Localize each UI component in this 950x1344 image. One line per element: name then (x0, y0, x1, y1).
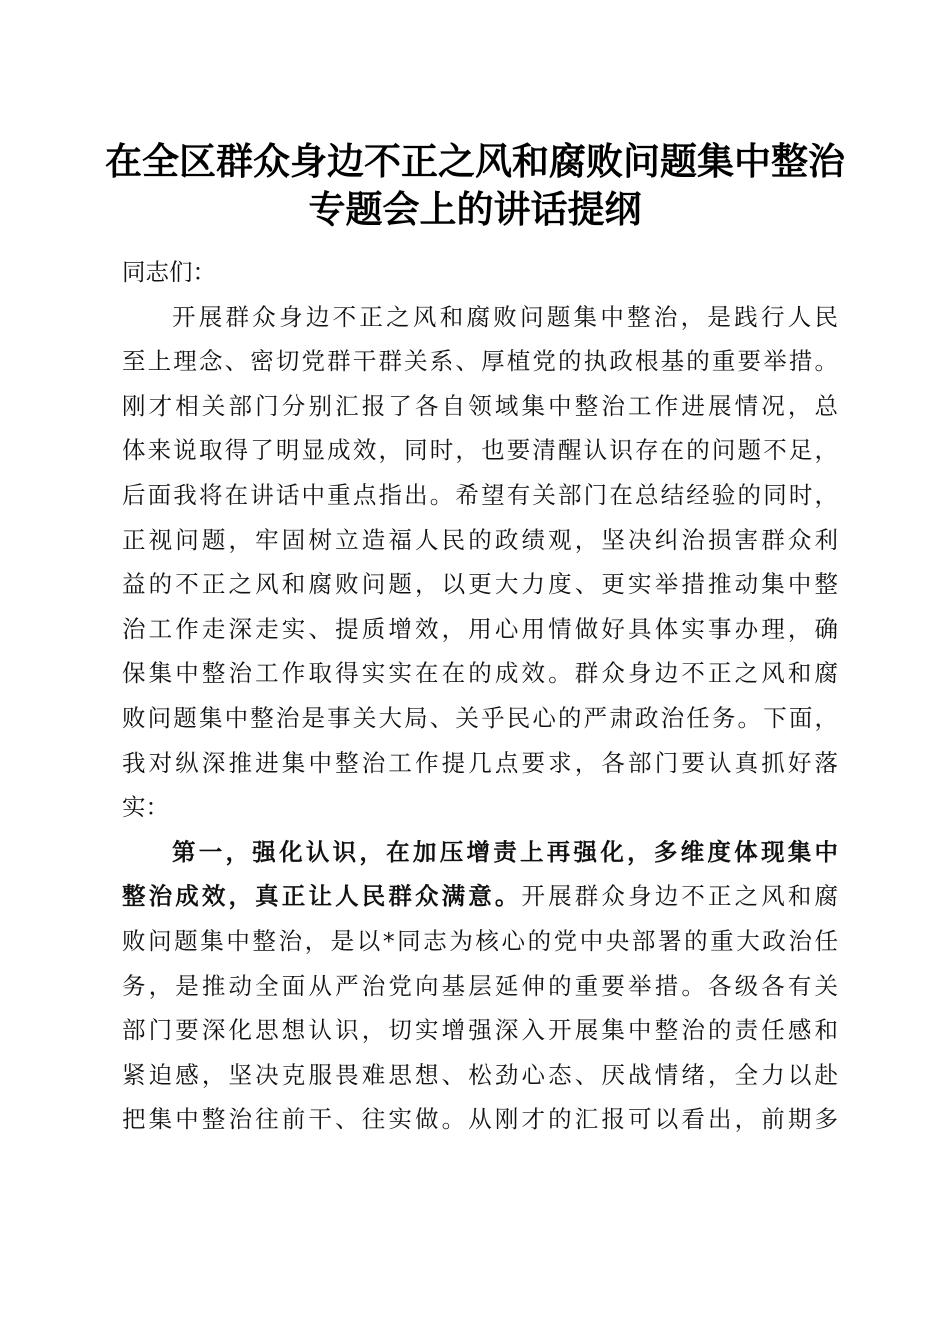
paragraph-1-line: 治工作走深走实、提质增效，用心用情做好具体实事办理，确 (122, 614, 838, 643)
title-line-1: 在全区群众身边不正之风和腐败问题集中整治 (105, 139, 845, 183)
paragraph-2-line: 务，是推动全面从严治党向基层延伸的重要举措。各级各有关 (122, 971, 838, 1000)
paragraph-1-line: 保集中整治工作取得实实在在的成效。群众身边不正之风和腐 (122, 659, 838, 688)
paragraph-2-line: 败问题集中整治，是以*同志为核心的党中央部署的重大政治任 (122, 926, 838, 955)
paragraph-2-lead-line: 第一，强化认识，在加压增责上再强化，多维度体现集中 (172, 837, 838, 866)
paragraph-2-line-rest: 开展群众身边不正之风和腐 (521, 882, 839, 911)
title-line-2: 专题会上的讲话提纲 (308, 187, 642, 231)
document-body (122, 250, 838, 1142)
paragraph-1-line: 我对纵深推进集中整治工作提几点要求，各部门要认真抓好落 (122, 748, 838, 777)
paragraph-1 (122, 295, 838, 830)
paragraph-1-line: 实： (122, 793, 169, 822)
paragraph-1-line: 后面我将在讲话中重点指出。希望有关部门在总结经验的同时， (122, 480, 838, 509)
document-title (100, 137, 850, 233)
paragraph-1-line: 至上理念、密切党群干群关系、厚植党的执政根基的重要举措。 (122, 347, 838, 376)
paragraph-1-line: 刚才相关部门分别汇报了各自领域集中整治工作进展情况，总 (122, 391, 838, 420)
salutation: 同志们： (122, 258, 216, 286)
paragraph-2-line (122, 874, 838, 919)
paragraph-2 (122, 830, 838, 1142)
paragraph-1-line: 体来说取得了明显成效，同时，也要清醒认识存在的问题不足， (122, 436, 838, 465)
paragraph-1-line: 正视问题，牢固树立造福人民的政绩观，坚决纠治损害群众利 (122, 525, 838, 554)
paragraph-1-line: 败问题集中整治是事关大局、关乎民心的严肃政治任务。下面， (122, 703, 838, 732)
paragraph-2-line: 部门要深化思想认识，切实增强深入开展集中整治的责任感和 (122, 1016, 838, 1045)
paragraph-2-lead-end: 整治成效，真正让人民群众满意。 (122, 882, 522, 911)
paragraph-2-line: 把集中整治往前干、往实做。从刚才的汇报可以看出，前期多 (122, 1105, 838, 1134)
paragraph-1-line: 益的不正之风和腐败问题，以更大力度、更实举措推动集中整 (122, 570, 838, 599)
paragraph-1-line: 开展群众身边不正之风和腐败问题集中整治，是践行人民 (172, 302, 838, 331)
paragraph-2-line: 紧迫感，坚决克服畏难思想、松劲心态、厌战情绪，全力以赴 (122, 1060, 838, 1089)
